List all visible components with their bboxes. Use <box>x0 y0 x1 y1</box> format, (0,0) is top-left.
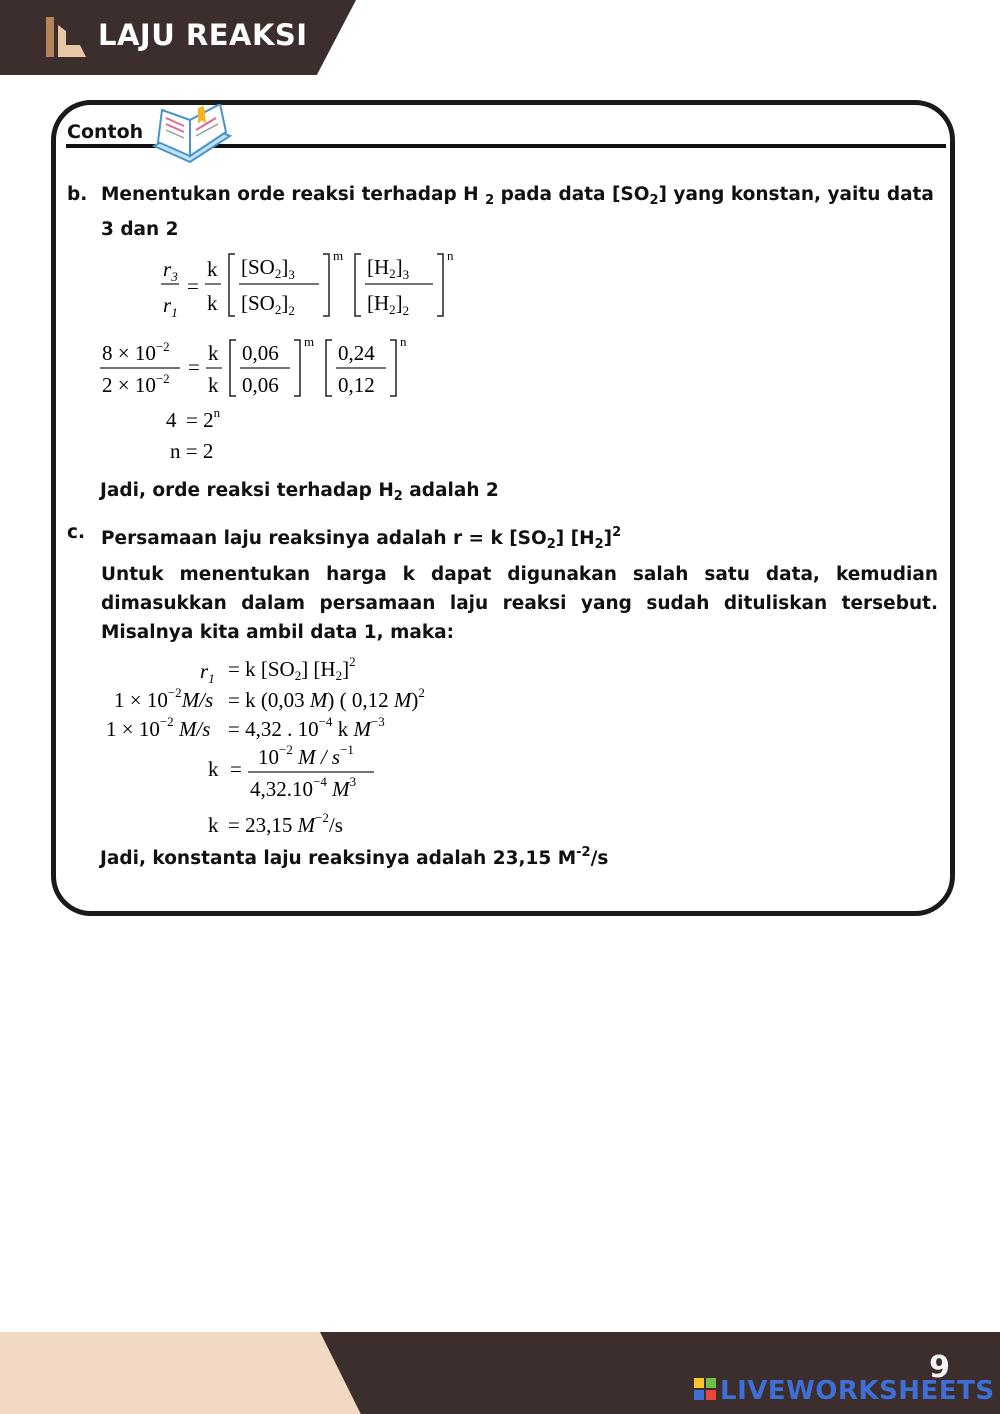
liveworksheets-logo-icon <box>694 1378 716 1400</box>
svg-text:[H2]2: $[H2]_2$ <box>367 291 410 318</box>
svg-text:k: k <box>208 341 219 365</box>
svg-text:= k (0,03 M) ( 0,12 M)2: = k (0,03 M) ( 0,12 M)$^2$ <box>228 685 425 712</box>
page-title: LAJU REAKSI <box>98 18 308 52</box>
svg-text:8 × 10−2: $8 \times 10^{-2}$ <box>102 339 170 365</box>
svg-text:1 × 10−2 M/s: $1 \times 10^{-2}$ M/s <box>106 714 211 741</box>
equation-c-row2 <box>114 685 425 712</box>
svg-text:[SO2]2: $[SO2]_2$ <box>241 291 295 318</box>
item-c-marker: c. <box>67 522 85 543</box>
equation-c-row5 <box>208 810 343 837</box>
svg-text:= 2n: = $2^n$ <box>186 405 221 432</box>
logo-icon <box>46 17 88 57</box>
svg-text:0,24: 0,24 <box>338 341 375 365</box>
svg-text:m: m <box>304 334 315 349</box>
item-b-conclusion: Jadi, orde reaksi terhadap $H_2$ adalah 2 <box>100 480 499 504</box>
svg-text:r1: $r_1$ <box>200 659 215 686</box>
equation-c-block <box>100 652 500 840</box>
svg-text:r3: $r_3$ <box>163 257 178 284</box>
open-book-icon <box>150 104 234 174</box>
svg-text:k: k <box>208 757 219 781</box>
item-c-conclusion: Jadi, konstanta laju reaksinya adalah 23,15 $M^{-2}/s$ <box>100 845 609 869</box>
svg-text:r1: $r_1$ <box>163 293 178 320</box>
equation-c-row4 <box>208 742 374 801</box>
svg-text:4: 4 <box>166 408 177 432</box>
svg-text:m: m <box>333 248 344 263</box>
svg-text:0,06: 0,06 <box>242 373 279 397</box>
svg-text:n = 2: n = 2 <box>170 439 214 463</box>
svg-text:10−2 M / s−1: $10^{-2}$ M / $s^{-1}$ <box>258 742 354 769</box>
item-b-text: Menentukan orde reaksi terhadap H $_2$ pada data $[SO_2]$ yang konstan, yaitu data 3 dan 2 <box>101 184 934 240</box>
svg-text:n: n <box>400 334 407 349</box>
svg-text:2 × 10−2: $2 \times 10^{-2}$ <box>102 371 170 397</box>
svg-text:= 4,32 . 10−4 k M−3: = 4,32 . $10^{-4}$ k $M^{-3}$ <box>228 714 385 741</box>
svg-text:=: = <box>187 274 199 298</box>
section-label: Contoh <box>67 121 144 143</box>
svg-text:=: = <box>188 355 200 379</box>
svg-text:1 × 10−2M/s: $1 \times 10^{-2}M/s$ <box>114 685 214 712</box>
svg-text:k: k <box>208 373 219 397</box>
page-number: 9 <box>929 1350 950 1385</box>
svg-text:[H2]3: $[H2]_3$ <box>367 255 410 282</box>
svg-text:k: k <box>207 291 218 315</box>
svg-text:= 23,15 M−2/s: = 23,15 $M^{-2}/s$ <box>228 810 343 837</box>
svg-text:=: = <box>230 757 242 781</box>
equation-b-row4 <box>170 436 290 466</box>
item-c-paragraph: Untuk menentukan harga k dapat digunakan salah satu data, kemudian dimasukkan dalam persamaan laju reaksi yang sudah dituliskan tersebut. Misalnya kita ambil data 1, maka: <box>101 564 938 643</box>
item-b-marker: b. <box>67 184 88 205</box>
svg-text:[SO2]3: $[SO2]_3$ <box>241 255 295 282</box>
item-c-text: Persamaan laju reaksinya adalah r = k $[SO_2]$ $[H_2]^2$ <box>101 525 622 552</box>
svg-text:= k [SO2] [H2]2: = k [SO2] $[H2]^2$ <box>228 654 356 683</box>
svg-text:0,06: 0,06 <box>242 341 279 365</box>
svg-text:k: k <box>207 257 218 281</box>
svg-text:k: k <box>208 813 219 837</box>
equation-c-row1 <box>200 654 356 686</box>
equation-c-row3 <box>106 714 385 741</box>
equation-b-row1 <box>155 250 475 326</box>
svg-text:n: n <box>447 248 454 263</box>
watermark[interactable]: LIVEWORKSHEETS <box>720 1376 995 1406</box>
svg-text:0,12: 0,12 <box>338 373 375 397</box>
equation-b-row3 <box>166 405 286 435</box>
svg-text:4,32.10−4 M3: $4,32.10^{-4}$ $M^3$ <box>250 774 357 801</box>
equation-b-row2 <box>100 336 430 402</box>
